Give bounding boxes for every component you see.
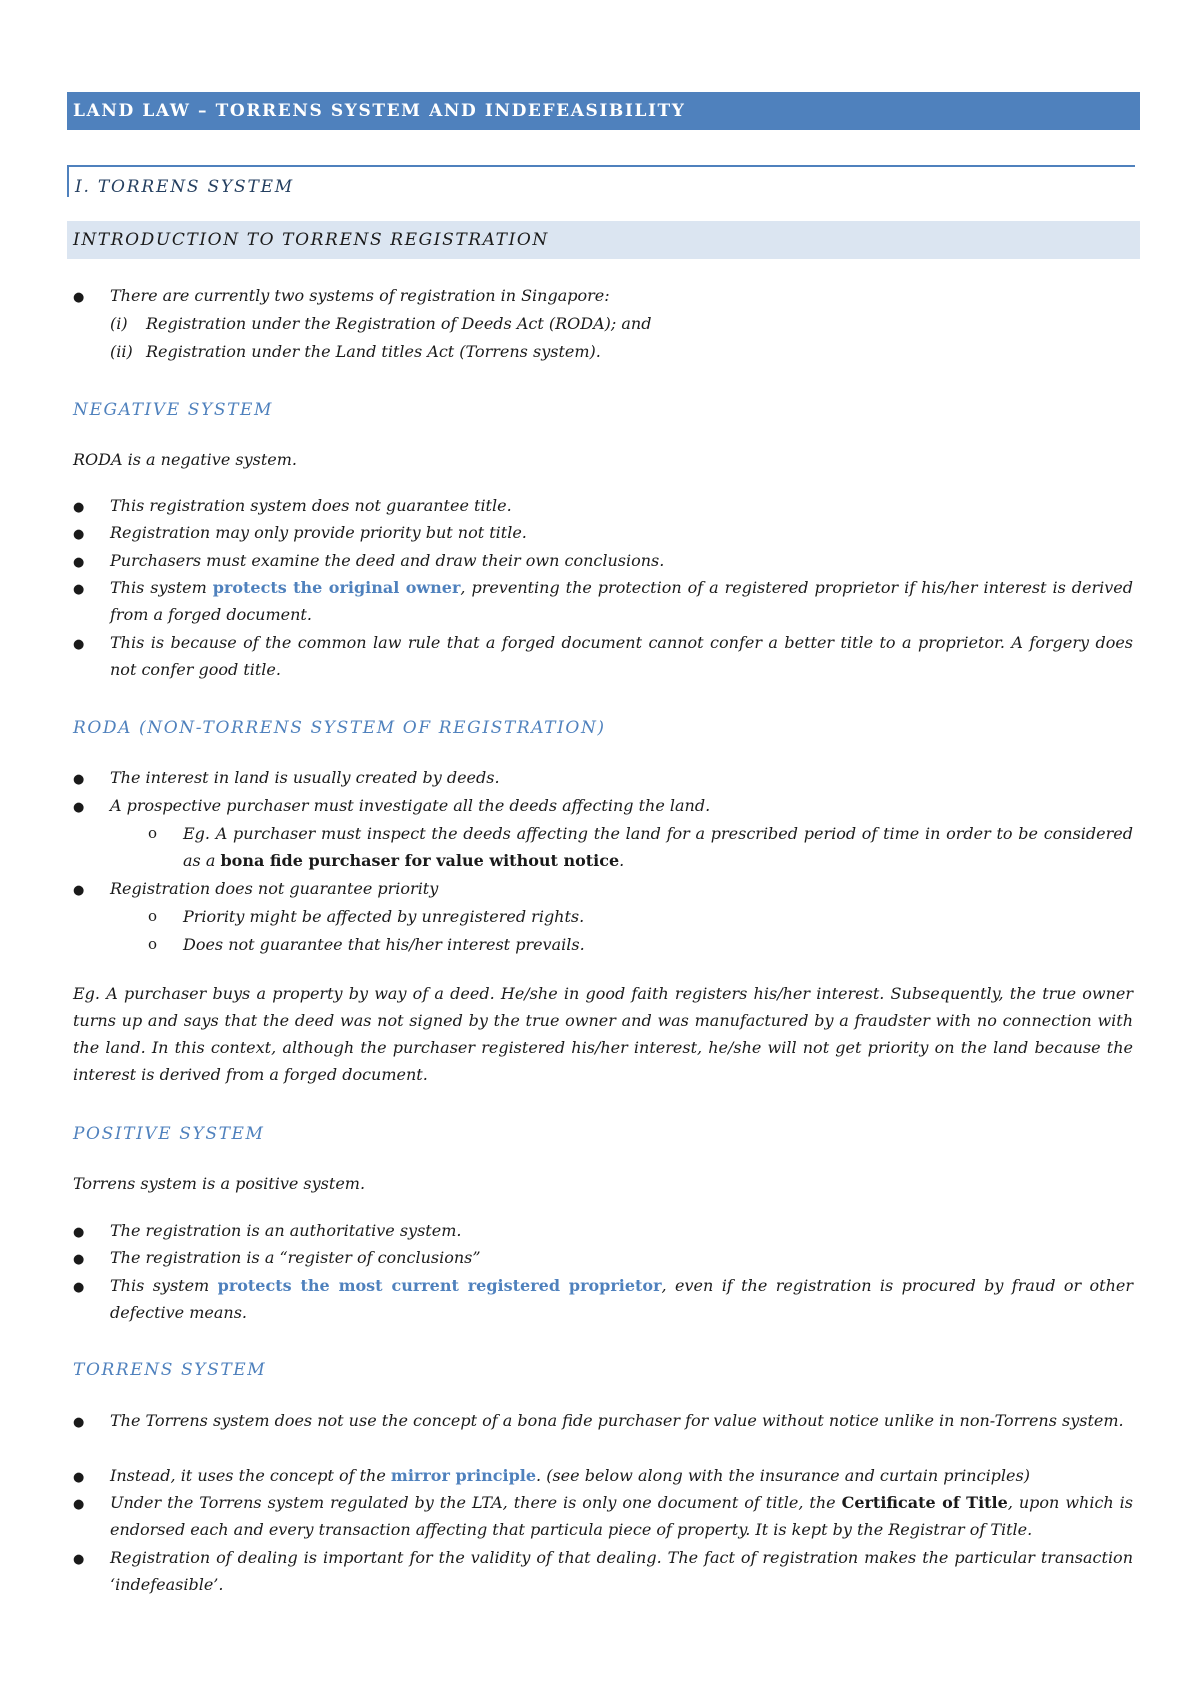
text: Under the Torrens system regulated by the LTA, there is only one document of title, the bbox=[110, 1493, 842, 1512]
roda-sub-bullet bbox=[183, 820, 1133, 874]
negative-lead: RODA is a negative system. bbox=[73, 450, 297, 469]
bold-text: Certificate of Title bbox=[841, 1493, 1008, 1512]
negative-bullet: This is because of the common law rule that a forged document cannot confer a better title to a proprietor. A forgery does not confer good title. bbox=[110, 633, 1133, 679]
bullet-icon: ● bbox=[73, 555, 85, 570]
document-title: LAND LAW – TORRENS SYSTEM AND INDEFEASIBILITY bbox=[67, 92, 1140, 130]
roda-bullet: Registration does not guarantee priority bbox=[110, 879, 439, 898]
bullet-icon: ● bbox=[73, 1252, 85, 1267]
negative-heading: NEGATIVE SYSTEM bbox=[73, 400, 274, 420]
text: , upon which is endorsed each and every transaction affecting that particula piece of property. It is kept by the Registrar of Title. bbox=[110, 1493, 1134, 1539]
bullet-icon: ● bbox=[73, 1415, 85, 1430]
bold-text: bona fide purchaser for value without notice bbox=[220, 851, 620, 870]
bullet-icon: ● bbox=[73, 582, 85, 597]
text: This system bbox=[110, 578, 213, 597]
bullet-icon: ● bbox=[73, 637, 85, 652]
roda-bullet: A prospective purchaser must investigate all the deeds affecting the land. bbox=[110, 796, 711, 815]
roda-bullet: The interest in land is usually created by deeds. bbox=[110, 768, 500, 787]
torrens-bullet: The Torrens system does not use the concept of a bona fide purchaser for value without notice unlike in non-Torrens system. bbox=[110, 1411, 1124, 1430]
sub-bullet-icon: o bbox=[148, 907, 158, 925]
negative-bullet: Registration may only provide priority but not title. bbox=[110, 523, 527, 542]
bullet-icon: ● bbox=[73, 1552, 85, 1567]
torrens-heading: TORRENS SYSTEM bbox=[73, 1360, 267, 1380]
negative-bullet bbox=[110, 574, 1133, 628]
text: . (see below along with the insurance and curtain principles) bbox=[536, 1466, 1030, 1485]
list-number: (i) bbox=[110, 314, 128, 333]
intro-heading: INTRODUCTION TO TORRENS REGISTRATION bbox=[67, 221, 1140, 259]
bullet-icon: ● bbox=[73, 1280, 85, 1295]
highlight-text: protects the original owner bbox=[212, 578, 461, 597]
torrens-bullet: Registration of dealing is important for the validity of that dealing. The fact of registration makes the particular transaction ‘indefeasible’. bbox=[110, 1548, 1133, 1594]
torrens-bullet bbox=[110, 1489, 1133, 1543]
negative-bullet: Purchasers must examine the deed and draw their own conclusions. bbox=[110, 551, 665, 570]
bullet-icon: ● bbox=[73, 1497, 85, 1512]
bullet-icon: ● bbox=[73, 290, 85, 305]
text: Eg. A purchaser must inspect the deeds affecting the land for a prescribed period of time in order to be considered as a bbox=[183, 824, 1133, 870]
roda-sub-bullet: Does not guarantee that his/her interest prevails. bbox=[183, 935, 585, 954]
positive-bullet: The registration is a “register of conclusions” bbox=[110, 1248, 481, 1267]
bullet-icon: ● bbox=[73, 772, 85, 787]
bullet-icon: ● bbox=[73, 500, 85, 515]
positive-heading: POSITIVE SYSTEM bbox=[73, 1124, 265, 1144]
highlight-text: mirror principle bbox=[390, 1466, 537, 1485]
roda-example: Eg. A purchaser buys a property by way of a deed. He/she in good faith registers his/her interest. Subsequently, the true owner turns up and says that the deed was not signed by the true owner and was manufactured by a fraudster with no connection with the land. In this context, although the purchaser registered his/her interest, he/she will not get priority on the land because the interest is derived from a forged document. bbox=[73, 984, 1133, 1084]
list-number: (ii) bbox=[110, 342, 133, 361]
roda-sub-bullet: Priority might be affected by unregistered rights. bbox=[183, 907, 585, 926]
highlight-text: protects the most current registered proprietor bbox=[217, 1276, 662, 1295]
bullet-icon: ● bbox=[73, 1225, 85, 1240]
positive-lead: Torrens system is a positive system. bbox=[73, 1174, 366, 1193]
sub-bullet-icon: o bbox=[148, 935, 158, 953]
list-item: Registration under the Land titles Act (Torrens system). bbox=[146, 342, 601, 361]
text: This system bbox=[110, 1276, 218, 1295]
text: . bbox=[619, 851, 625, 870]
section-heading: I. TORRENS SYSTEM bbox=[67, 165, 1135, 197]
bullet-icon: ● bbox=[73, 800, 85, 815]
bullet-icon: ● bbox=[73, 1470, 85, 1485]
text: , preventing the protection of a registered proprietor if his/her interest is derived from a forged document. bbox=[110, 578, 1133, 624]
sub-bullet-icon: o bbox=[148, 824, 158, 842]
negative-bullet: This registration system does not guarantee title. bbox=[110, 496, 512, 515]
list-item: Registration under the Registration of Deeds Act (RODA); and bbox=[146, 314, 652, 333]
positive-bullet bbox=[110, 1272, 1133, 1326]
text: , even if the registration is procured by fraud or other defective means. bbox=[110, 1276, 1134, 1322]
roda-heading: RODA (NON-TORRENS SYSTEM OF REGISTRATION) bbox=[73, 718, 606, 738]
bullet-icon: ● bbox=[73, 527, 85, 542]
intro-bullet: There are currently two systems of registration in Singapore: bbox=[110, 286, 610, 305]
bullet-icon: ● bbox=[73, 883, 85, 898]
positive-bullet: The registration is an authoritative system. bbox=[110, 1221, 462, 1240]
text: Instead, it uses the concept of the bbox=[110, 1466, 391, 1485]
torrens-bullet bbox=[110, 1462, 1133, 1489]
